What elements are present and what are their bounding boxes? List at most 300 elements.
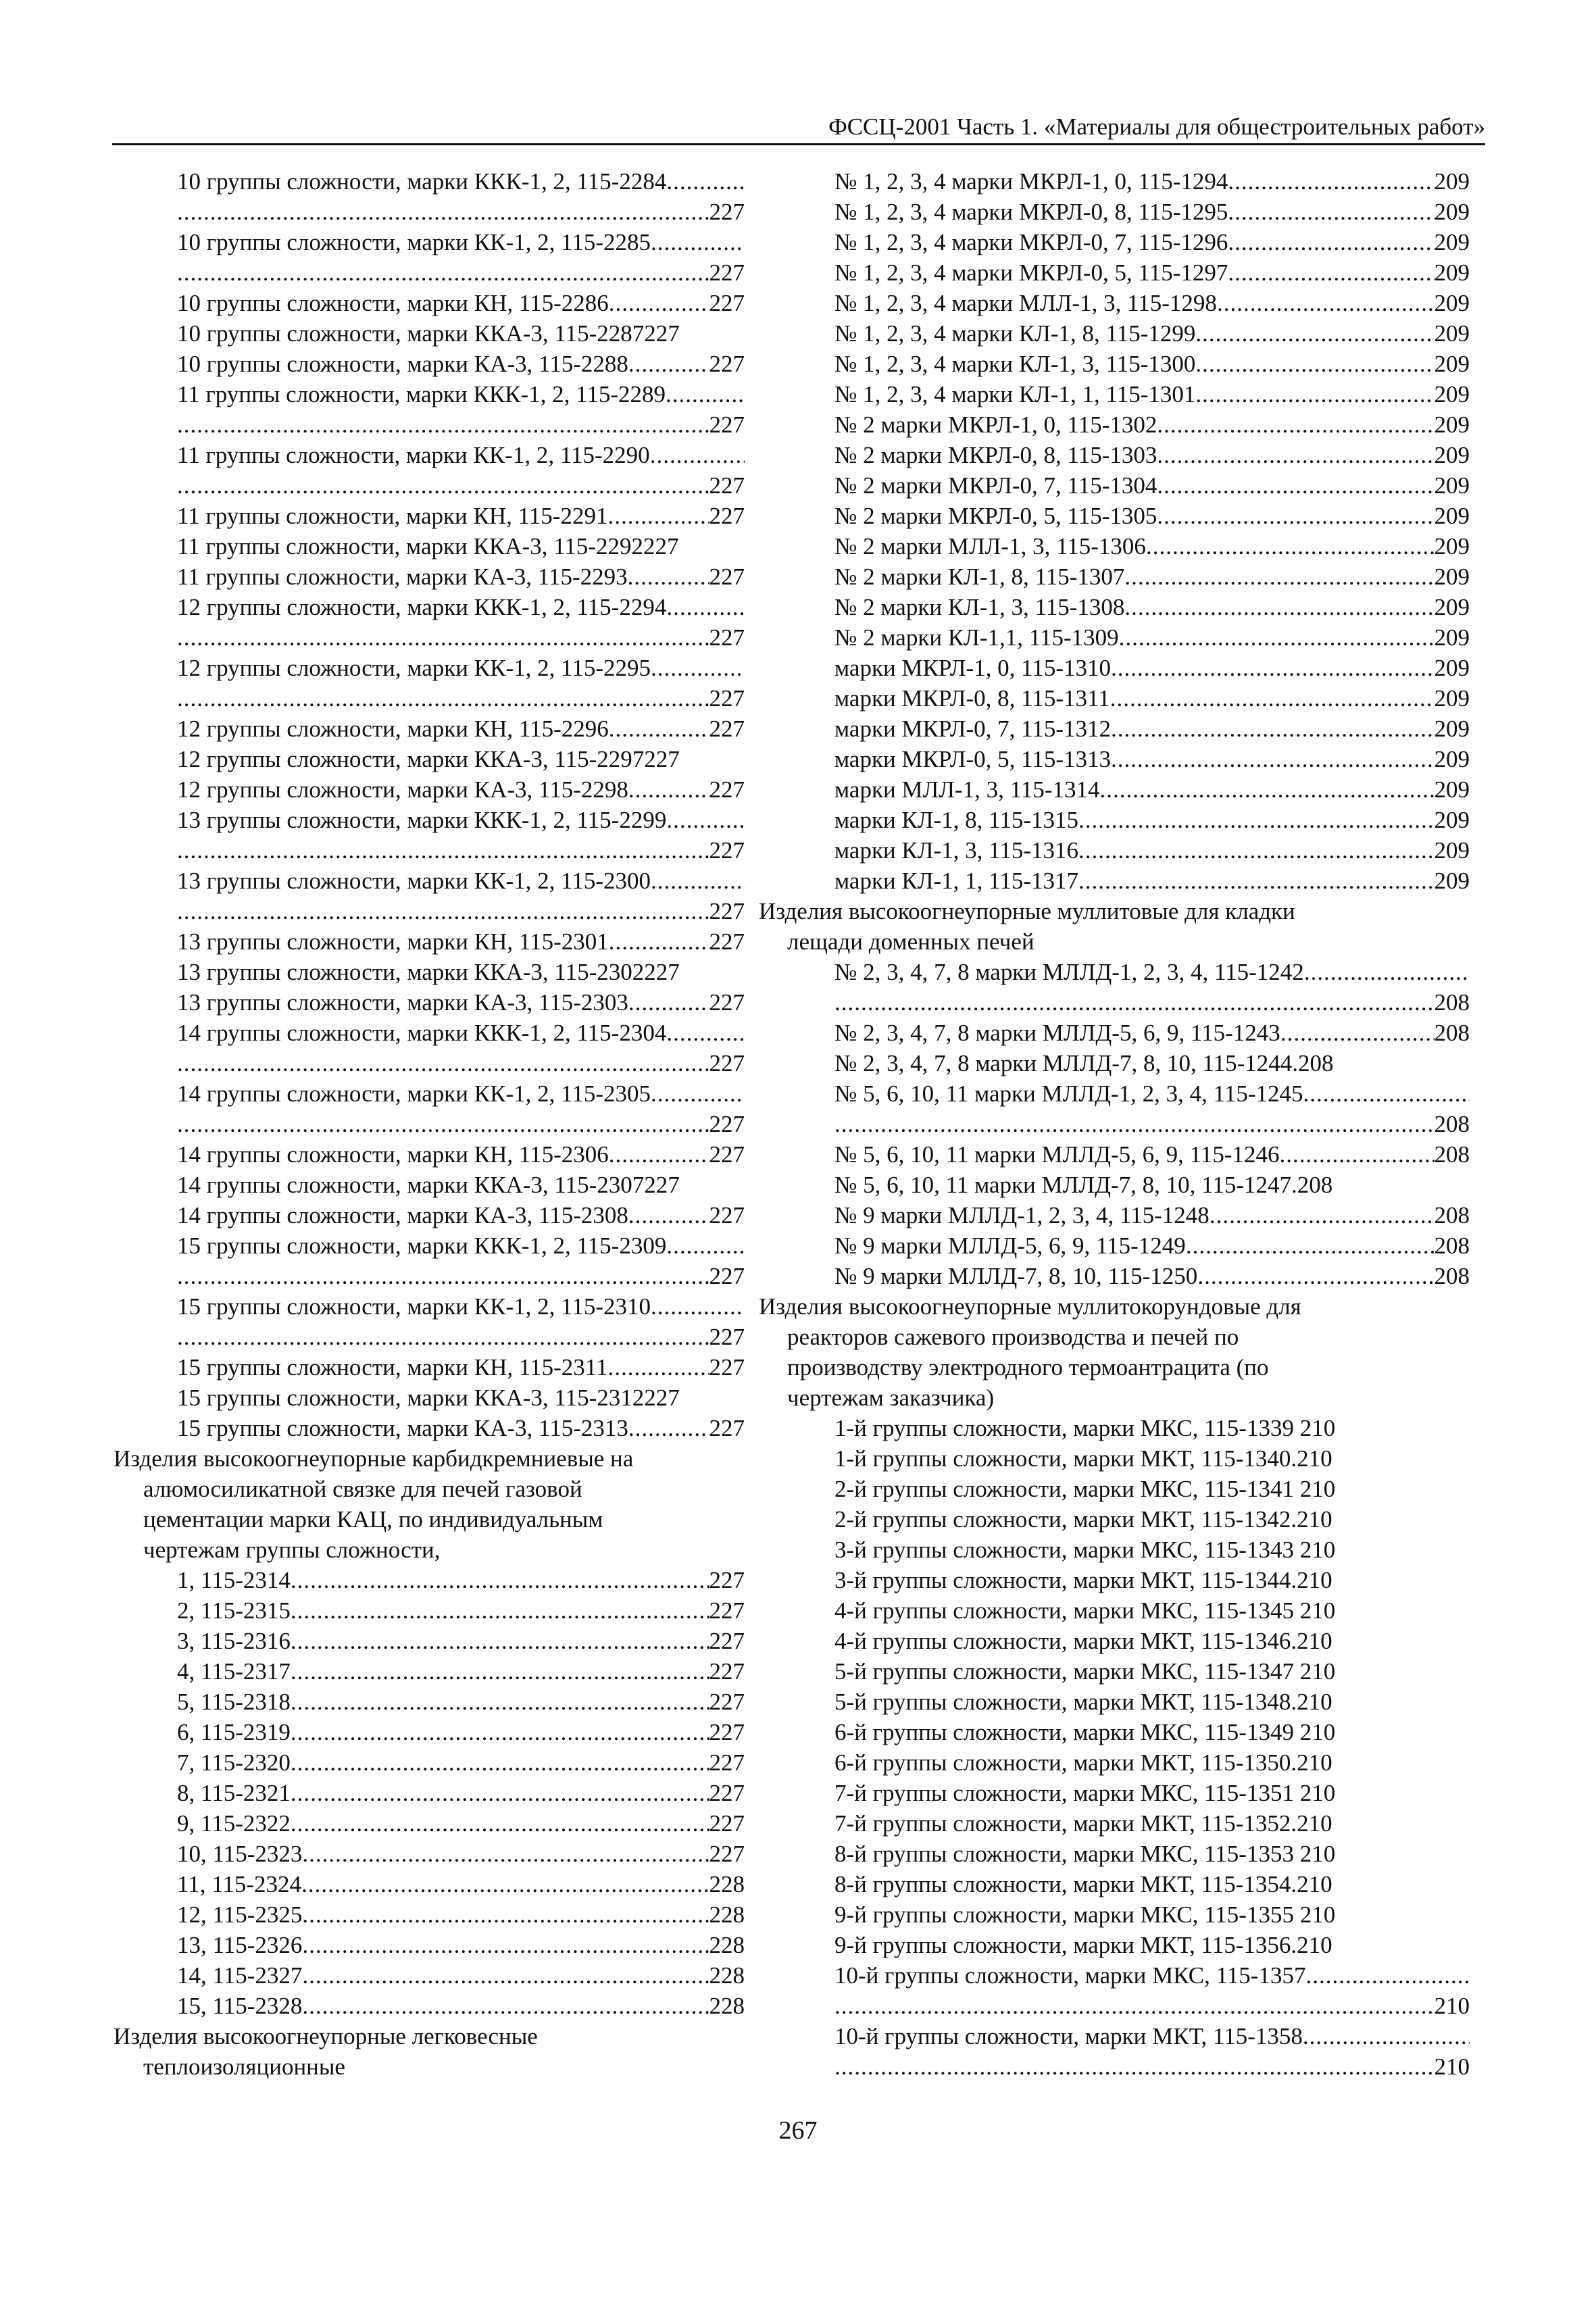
entry-text: 4, 115-2317 [177,1658,291,1685]
dot-leader [1111,744,1435,774]
dot-leader [666,166,745,197]
entry-page-number: 228 [709,1871,745,1897]
index-entry [834,1261,1470,1291]
index-entry [177,1139,745,1170]
index-entry [834,1565,1470,1595]
index-entry [177,1565,745,1595]
entry-text: 7-й группы сложности, марки МКС, 115-1351 210 [834,1780,1336,1806]
dot-leader [1100,774,1435,805]
index-entry [177,1230,745,1261]
index-entry [177,1109,745,1139]
entry-text: 1, 115-2314 [177,1567,291,1593]
entry-text: 10 группы сложности, марки ККА-3, 115-2287227 [177,320,680,347]
index-entry [834,1717,1470,1747]
index-entry [177,1687,745,1717]
entry-text: № 2, 3, 4, 7, 8 марки МЛЛД-1, 2, 3, 4, 115-1242 [834,959,1304,985]
index-entry [834,288,1470,318]
index-entry [177,1018,745,1048]
index-entry [834,805,1470,835]
entry-text: 4-й группы сложности, марки МКТ, 115-1346.210 [834,1628,1332,1654]
entry-text: № 2 марки КЛ-1, 8, 115-1307 [834,564,1125,590]
index-entry [177,957,745,987]
index-entry [177,318,745,349]
entry-text: № 2 марки КЛ-1, 3, 115-1308 [834,594,1125,620]
index-entry [834,714,1470,744]
index-entry [834,683,1470,714]
dot-leader [302,1960,709,1991]
entry-text: № 2 марки МЛЛ-1, 3, 115-1306 [834,533,1146,559]
dot-leader [1124,562,1434,592]
entry-page-number: 209 [1434,199,1470,225]
entry-text: 5-й группы сложности, марки МКС, 115-1347 210 [834,1658,1336,1685]
index-entry [177,349,745,379]
dot-leader [666,805,745,835]
entry-text: 11, 115-2324 [177,1871,302,1897]
entry-text: марки МКРЛ-0, 7, 115-1312 [834,716,1111,742]
index-entry [834,470,1470,501]
index-entry [834,166,1470,197]
dot-leader [177,409,709,440]
entry-text: 8-й группы сложности, марки МКС, 115-1353 210 [834,1841,1336,1867]
index-entry [834,1747,1470,1778]
entry-text: 12 группы сложности, марки КН, 115-2296 [177,716,609,742]
index-entry [177,1261,745,1291]
index-entry [834,1778,1470,1808]
index-entry [834,653,1470,683]
index-entry [177,1656,745,1687]
dot-leader [1195,349,1434,379]
dot-leader [291,1747,709,1778]
dot-leader [1195,318,1434,349]
dot-leader [651,1078,745,1109]
section-heading-line: Изделия высокоогнеупорные легковесные [114,2023,538,2049]
dot-leader [1197,1261,1434,1291]
entry-text: 5-й группы сложности, марки МКТ, 115-1348.210 [834,1689,1332,1715]
dot-leader [177,197,709,227]
entry-text: 1-й группы сложности, марки МКС, 115-1339 210 [834,1415,1336,1441]
entry-text: 15 группы сложности, марки ККА-3, 115-2312227 [177,1385,680,1411]
entry-text: марки МКРЛ-1, 0, 115-1310 [834,655,1111,681]
index-entry [177,987,745,1018]
index-entry [177,1291,745,1322]
index-entry [177,622,745,653]
dot-leader [666,1230,745,1261]
entry-page-number: 209 [1434,229,1470,255]
entry-text: марки КЛ-1, 1, 115-1317 [834,868,1079,894]
dot-leader [834,1991,1435,2021]
entry-text: 14 группы сложности, марки КА-3, 115-2308 [177,1202,628,1228]
index-entry [834,957,1470,987]
dot-leader [1157,409,1434,440]
entry-page-number: 227 [709,989,745,1016]
section-heading-line: производству электродного термоантрацита (по [787,1354,1269,1380]
dot-leader [1304,957,1470,987]
entry-page-number: 227 [709,1354,745,1380]
entry-text: № 2 марки МКРЛ-0, 5, 115-1305 [834,503,1157,529]
entry-page-number: 208 [1434,1141,1470,1168]
entry-text: 9, 115-2322 [177,1810,291,1837]
dot-leader [666,1018,745,1048]
entry-text: марки МКРЛ-0, 5, 115-1313 [834,746,1111,772]
index-entry [834,1535,1470,1565]
index-entry [834,1413,1470,1443]
entry-text: 6, 115-2319 [177,1719,291,1745]
index-entry [177,1930,745,1960]
entry-page-number: 209 [1434,655,1470,681]
entry-page-number: 227 [709,1749,745,1776]
index-entry [834,866,1470,896]
entry-page-number: 227 [709,1628,745,1654]
entry-page-number: 209 [1434,594,1470,620]
dot-leader [650,440,745,470]
dot-leader [1280,1139,1435,1170]
index-entry [834,501,1470,531]
entry-text: марки КЛ-1, 8, 115-1315 [834,807,1079,833]
dot-leader [177,1048,709,1078]
dot-leader [291,1717,709,1747]
index-entry [834,1899,1470,1930]
index-entry [177,1839,745,1869]
entry-page-number: 227 [709,259,745,286]
entry-page-number: 227 [709,351,745,377]
dot-leader [609,714,709,744]
entry-text: № 1, 2, 3, 4 марки КЛ-1, 1, 115-1301 [834,381,1196,407]
index-entry [177,1048,745,1078]
index-entry [834,592,1470,622]
entry-page-number: 227 [709,837,745,864]
index-entry [834,1078,1470,1109]
entry-text: 5, 115-2318 [177,1689,291,1715]
entry-text: 11 группы сложности, марки КА-3, 115-2293 [177,564,628,590]
dot-leader [607,501,709,531]
index-entry [177,562,745,592]
index-entry [834,1930,1470,1960]
entry-page-number: 209 [1434,837,1470,864]
index-entry [834,409,1470,440]
entry-text: 13 группы сложности, марки ККА-3, 115-2302227 [177,959,680,985]
index-entry [834,1170,1470,1200]
entry-text: № 5, 6, 10, 11 марки МЛЛД-1, 2, 3, 4, 115-1245 [834,1080,1303,1107]
index-entry [834,257,1470,288]
entry-text: 10-й группы сложности, марки МКТ, 115-1358 [834,2023,1303,2049]
dot-leader [666,379,745,409]
entry-text: № 1, 2, 3, 4 марки МКРЛ-0, 5, 115-1297 [834,259,1228,286]
entry-text: 14 группы сложности, марки КК-1, 2, 115-2305 [177,1080,651,1107]
dot-leader [291,1565,709,1595]
dot-leader [177,683,709,714]
entry-text: 12 группы сложности, марки ККА-3, 115-2297227 [177,746,680,772]
index-entry [177,774,745,805]
entry-page-number: 209 [1434,290,1470,316]
dot-leader [1303,1078,1470,1109]
dot-leader [1280,1018,1435,1048]
index-entry [177,440,745,470]
entry-text: 15 группы сложности, марки КК-1, 2, 115-2310 [177,1293,651,1320]
index-entry [177,1899,745,1930]
entry-page-number: 227 [709,1415,745,1441]
entry-page-number: 228 [709,1901,745,1928]
entry-page-number: 210 [1434,2053,1470,2080]
entry-page-number: 227 [709,1719,745,1745]
index-entry [177,1078,745,1109]
dot-leader [609,1139,709,1170]
entry-page-number: 227 [709,716,745,742]
index-entry [177,409,745,440]
index-entry [834,987,1470,1018]
entry-page-number: 208 [1434,1111,1470,1137]
index-entry [834,2051,1470,2082]
dot-leader [834,987,1435,1018]
dot-leader [1157,470,1434,501]
entry-page-number: 209 [1434,168,1470,195]
entry-page-number: 209 [1434,776,1470,803]
entry-page-number: 227 [709,1324,745,1350]
dot-leader [628,1413,709,1443]
entry-text: 13 группы сложности, марки КК-1, 2, 115-2300 [177,868,651,894]
index-entry [177,257,745,288]
index-entry [834,379,1470,409]
section-heading-line: Изделия высокоогнеупорные карбидкремниевые на [114,1445,634,1472]
index-entry [177,1960,745,1991]
index-entry [177,1717,745,1747]
running-header: ФССЦ-2001 Часть 1. «Материалы для общестроительных работ» [828,114,1485,140]
entry-page-number: 227 [709,1658,745,1685]
index-entry [834,2021,1470,2051]
dot-leader [666,592,745,622]
index-entry [177,501,745,531]
entry-page-number: 209 [1434,624,1470,651]
entry-text: 8-й группы сложности, марки МКТ, 115-1354.210 [834,1871,1332,1897]
index-entry [834,1230,1470,1261]
entry-text: 1-й группы сложности, марки МКТ, 115-1340.210 [834,1445,1332,1472]
index-entry [834,197,1470,227]
index-entry [834,1200,1470,1230]
dot-leader [177,835,709,866]
dot-leader [1111,653,1435,683]
index-entry [177,227,745,257]
index-entry [834,1048,1470,1078]
entry-page-number: 227 [709,776,745,803]
index-entry [834,1474,1470,1504]
entry-page-number: 209 [1434,351,1470,377]
dot-leader [1146,531,1435,562]
entry-text: 14 группы сложности, марки ККК-1, 2, 115-2304 [177,1020,667,1046]
entry-page-number: 209 [1434,685,1470,712]
index-entry [177,744,745,774]
dot-leader [302,1839,709,1869]
dot-leader [177,622,709,653]
entry-text: № 2 марки МКРЛ-0, 7, 115-1304 [834,472,1157,499]
entry-page-number: 209 [1434,503,1470,529]
index-entry [834,562,1470,592]
entry-text: 13, 115-2326 [177,1932,303,1958]
entry-page-number: 227 [709,1050,745,1076]
entry-page-number: 227 [709,1111,745,1137]
index-entry [834,835,1470,866]
dot-leader [291,1808,709,1839]
section-heading-line: цементации марки КАЦ, по индивидуальным [143,1506,603,1533]
index-entry [834,1018,1470,1048]
index-entry [177,1991,745,2021]
entry-text: № 1, 2, 3, 4 марки МКРЛ-1, 0, 115-1294 [834,168,1228,195]
index-entry [177,805,745,835]
dot-leader [1157,440,1434,470]
index-entry [177,1869,745,1899]
dot-leader [651,1291,745,1322]
dot-leader [177,1261,709,1291]
entry-page-number: 209 [1434,868,1470,894]
entry-text: № 1, 2, 3, 4 марки МЛЛ-1, 3, 115-1298 [834,290,1217,316]
dot-leader [1119,622,1435,653]
dot-leader [302,1930,709,1960]
index-entry [834,622,1470,653]
entry-text: 7, 115-2320 [177,1749,291,1776]
index-entry [177,1626,745,1656]
index-entry [177,926,745,957]
index-entry [177,1352,745,1383]
index-entry [834,349,1470,379]
dot-leader [628,987,709,1018]
entry-page-number: 228 [709,1932,745,1958]
section-heading-line: чертежам группы сложности, [143,1537,441,1563]
dot-leader [651,653,745,683]
index-entry [834,1595,1470,1626]
entry-text: 15, 115-2328 [177,1993,303,2019]
index-entry [177,1170,745,1200]
entry-text: 10-й группы сложности, марки МКС, 115-1357 [834,1962,1306,1989]
entry-page-number: 209 [1434,716,1470,742]
entry-page-number: 228 [709,1962,745,1989]
entry-text: 14 группы сложности, марки ККА-3, 115-2307227 [177,1172,680,1198]
entry-page-number: 209 [1434,320,1470,347]
section-heading-line: лещади доменных печей [787,928,1034,955]
entry-page-number: 210 [1434,1993,1470,2019]
index-entry [834,1808,1470,1839]
dot-leader [1303,2021,1470,2051]
entry-text: марки МКРЛ-0, 8, 115-1311 [834,685,1110,712]
entry-page-number: 227 [709,685,745,712]
index-entry [177,683,745,714]
entry-text: 9-й группы сложности, марки МКТ, 115-1356.210 [834,1932,1332,1958]
index-entry [834,1839,1470,1869]
index-entry [834,1869,1470,1899]
dot-leader [291,1595,709,1626]
index-entry [177,653,745,683]
index-entry [834,1687,1470,1717]
section-heading-line: теплоизоляционные [143,2053,345,2080]
dot-leader [177,470,709,501]
entry-page-number: 208 [1434,1020,1470,1046]
entry-page-number: 227 [709,624,745,651]
index-entry [177,470,745,501]
section-heading-line: Изделия высокоогнеупорные муллитокорундовые для [759,1293,1301,1320]
index-entry [834,1443,1470,1474]
index-entry [177,592,745,622]
index-entry [177,1200,745,1230]
dot-leader [1228,227,1434,257]
entry-page-number: 227 [709,412,745,438]
index-entry [177,835,745,866]
entry-page-number: 208 [1434,1202,1470,1228]
entry-text: 2-й группы сложности, марки МКТ, 115-1342.210 [834,1506,1332,1533]
entry-text: 13 группы сложности, марки ККК-1, 2, 115-2299 [177,807,667,833]
entry-page-number: 209 [1434,381,1470,407]
entry-text: 10 группы сложности, марки ККК-1, 2, 115-2284 [177,168,667,195]
entry-page-number: 209 [1434,472,1470,499]
entry-text: 11 группы сложности, марки ККА-3, 115-2292227 [177,533,679,559]
section-heading-line: Изделия высокоогнеупорные муллитовые для кладки [759,898,1295,924]
entry-text: 12 группы сложности, марки КА-3, 115-2298 [177,776,628,803]
dot-leader [291,1626,709,1656]
index-entry [834,774,1470,805]
entry-text: № 2 марки МКРЛ-1, 0, 115-1302 [834,412,1157,438]
index-entry [834,1139,1470,1170]
entry-text: 12, 115-2325 [177,1901,303,1928]
entry-text: 12 группы сложности, марки ККК-1, 2, 115-2294 [177,594,667,620]
dot-leader [834,1109,1435,1139]
index-entry [177,866,745,896]
index-entry [177,1808,745,1839]
entry-page-number: 209 [1434,442,1470,468]
index-entry [834,1960,1470,1991]
entry-page-number: 227 [709,1141,745,1168]
index-entry [834,1109,1470,1139]
entry-text: № 9 марки МЛЛД-1, 2, 3, 4, 115-1248 [834,1202,1210,1228]
entry-text: 10 группы сложности, марки КА-3, 115-2288 [177,351,628,377]
entry-text: 2, 115-2315 [177,1597,291,1624]
index-entry [834,318,1470,349]
dot-leader [1217,288,1435,318]
dot-leader [651,227,745,257]
dot-leader [628,349,709,379]
dot-leader [1124,592,1434,622]
entry-text: 11 группы сложности, марки ККК-1, 2, 115-2289 [177,381,666,407]
dot-leader [609,288,709,318]
entry-page-number: 227 [709,290,745,316]
index-entry [177,1595,745,1626]
entry-text: № 2 марки КЛ-1,1, 115-1309 [834,624,1119,651]
entry-text: 8, 115-2321 [177,1780,291,1806]
entry-page-number: 227 [709,1780,745,1806]
index-column-left [114,166,745,2082]
entry-text: 10, 115-2323 [177,1841,303,1867]
index-entry [834,440,1470,470]
entry-page-number: 228 [709,1993,745,2019]
entry-text: 10 группы сложности, марки КН, 115-2286 [177,290,609,316]
dot-leader [1228,257,1434,288]
entry-text: 15 группы сложности, марки КА-3, 115-2313 [177,1415,628,1441]
entry-page-number: 208 [1434,989,1470,1016]
entry-page-number: 227 [709,1567,745,1593]
entry-text: № 9 марки МЛЛД-7, 8, 10, 115-1250 [834,1263,1198,1289]
entry-text: 6-й группы сложности, марки МКС, 115-1349 210 [834,1719,1336,1745]
entry-text: № 1, 2, 3, 4 марки КЛ-1, 8, 115-1299 [834,320,1196,347]
dot-leader [291,1656,709,1687]
entry-text: 14, 115-2327 [177,1962,303,1989]
entry-page-number: 209 [1434,533,1470,559]
entry-text: № 2, 3, 4, 7, 8 марки МЛЛД-7, 8, 10, 115-1244.208 [834,1050,1334,1076]
entry-page-number: 227 [709,1810,745,1837]
index-entry [834,531,1470,562]
dot-leader [1157,501,1434,531]
dot-leader [177,1109,709,1139]
entry-text: № 9 марки МЛЛД-5, 6, 9, 115-1249 [834,1233,1186,1259]
entry-page-number: 227 [709,898,745,924]
dot-leader [177,1322,709,1352]
entry-page-number: 227 [709,1689,745,1715]
entry-text: № 2 марки МКРЛ-0, 8, 115-1303 [834,442,1157,468]
entry-page-number: 227 [709,503,745,529]
